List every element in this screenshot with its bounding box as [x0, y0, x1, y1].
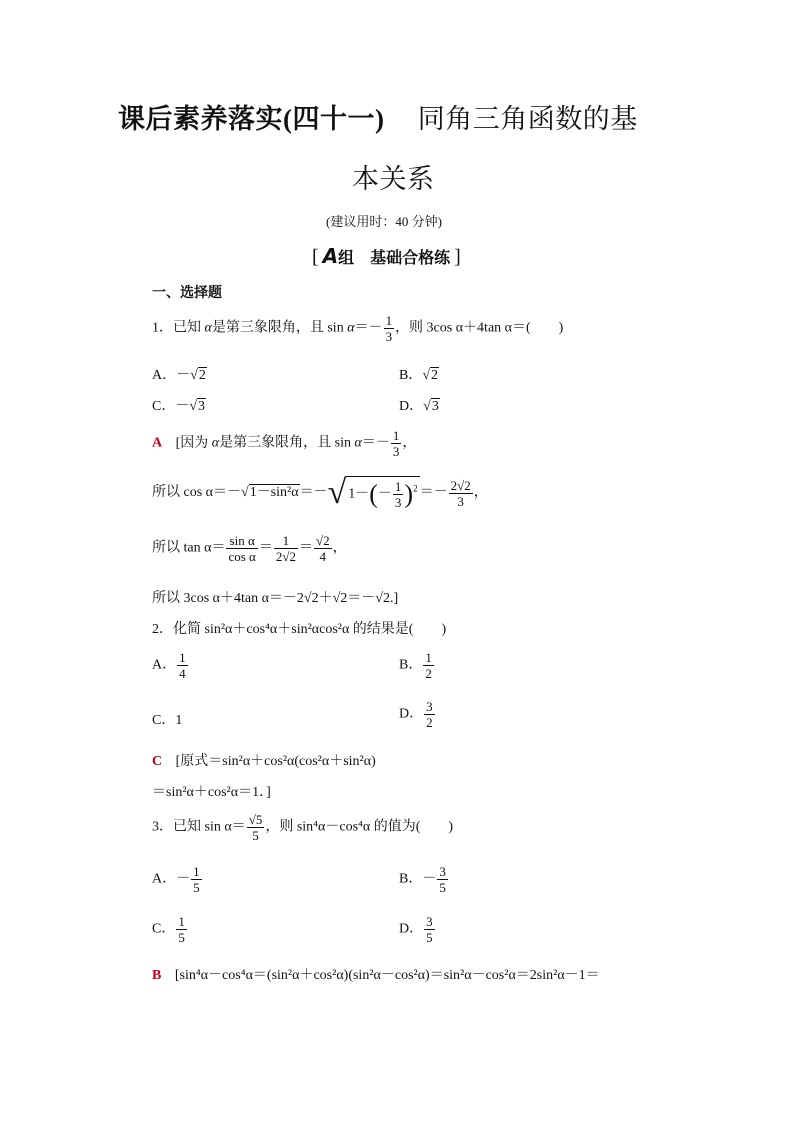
q1-sol1-b: 是第三象限角，且 sin: [219, 435, 351, 451]
q1-solution-line3: [152, 533, 347, 564]
sqrt-icon: √3: [423, 399, 439, 414]
title-part1: 课后素养落实(四十一): [118, 104, 385, 134]
group-header: [312, 244, 461, 269]
q2-b-num: 1: [425, 650, 432, 665]
q3-c-den: 5: [178, 930, 185, 945]
q1-option-d-label: D．: [399, 399, 424, 414]
q1-alpha: α: [204, 320, 212, 336]
q3-option-a-label: A．－: [152, 871, 191, 887]
q1-sol1-num: 1: [392, 428, 400, 443]
q2-option-d-label: D．: [399, 706, 424, 722]
q2-sol1: [原式＝sin²α＋cos²α(cos²α＋sin²α): [175, 754, 376, 769]
q3-c-num: 1: [178, 914, 185, 929]
section-heading: 一、选择题: [152, 286, 222, 301]
q1-option-d[interactable]: [399, 395, 440, 415]
q1-sol1-a: [因为: [175, 435, 209, 451]
q3-number: 3．: [152, 819, 173, 835]
q1-solution-line4: 所以 3cos α＋4tan α＝－2√2＋√2＝－√2.]: [152, 591, 399, 606]
q1-option-d-radicand: 3: [431, 399, 439, 414]
q1-solution-line1: [152, 428, 416, 459]
title-part2: 同角三角函数的基: [417, 104, 638, 134]
q3-option-d-frac: [424, 914, 435, 945]
q1-frac-num: 1: [385, 313, 393, 328]
q2-option-c[interactable]: C．1: [152, 713, 183, 728]
q1-sol2-end: ，: [473, 485, 488, 501]
bracket-open: [: [312, 246, 319, 268]
q1-sol3-frac3: [314, 533, 332, 564]
page-title-line1: [118, 97, 638, 136]
q2-text: 化简 sin²α＋cos⁴α＋sin²αcos²α 的结果是( ): [173, 622, 447, 637]
q1-sol1-end: ，: [402, 435, 417, 451]
q3-b-den: 5: [439, 880, 446, 895]
q1-sol2-num: 2√2: [450, 477, 471, 493]
q3-a-den: 5: [193, 880, 200, 895]
q1-sol1-alpha2: α: [354, 435, 362, 451]
q1-sol2-frac: [449, 478, 473, 509]
q1-sol3-eq2: ＝: [298, 540, 313, 556]
q1-sol3-den3: 4: [319, 549, 327, 564]
q1-frac-den: 3: [385, 329, 393, 344]
bracket-close: ]: [454, 246, 461, 268]
q3-option-c[interactable]: [152, 914, 188, 945]
q2-option-a-frac: [177, 650, 188, 681]
q2-option-a[interactable]: [152, 650, 189, 681]
q1-sol3-end: ，: [332, 540, 347, 556]
q1-option-a-label: A．－: [152, 368, 191, 383]
q3-d-num: 3: [426, 914, 433, 929]
q2-d-num: 3: [426, 699, 433, 714]
q2-option-a-label: A．: [152, 657, 177, 673]
q1-option-b-radicand: 2: [431, 368, 439, 383]
q1-number: 1．: [152, 320, 173, 336]
q1-sol1-c: ＝－: [361, 435, 390, 451]
sqrt-icon: √1－sin²α: [241, 485, 299, 501]
q3-option-b[interactable]: [399, 864, 449, 895]
q1-option-b-label: B．: [399, 368, 423, 383]
q1-option-c-radicand: 3: [198, 399, 206, 414]
q1-sol3-num2: 1: [274, 533, 298, 549]
q3-b-num: 3: [439, 864, 446, 879]
q1-sol3-frac2: [274, 533, 298, 564]
q2-option-b-label: B．: [399, 657, 423, 673]
q1-sol2-b: ＝－: [299, 485, 328, 501]
q3-den: 5: [252, 828, 259, 843]
q1-option-a-radicand: 2: [198, 368, 206, 383]
q2-option-d[interactable]: [399, 699, 436, 730]
q3-d-den: 5: [426, 930, 433, 945]
q3-post: ，则 sin⁴α－cos⁴α 的值为( ): [265, 819, 454, 835]
q2-option-d-frac: [424, 699, 435, 730]
q1-mid: 是第三象限角，且 sin: [211, 320, 344, 336]
q3-option-c-label: C．: [152, 921, 176, 937]
q1-pre: 已知: [173, 320, 201, 336]
q2-number: 2．: [152, 622, 173, 637]
q1-option-b[interactable]: [399, 364, 439, 384]
q2-solution-line2: ＝sin²α＋cos²α＝1．]: [152, 785, 271, 800]
q1-alpha2: α: [347, 320, 355, 336]
q1-answer: A: [152, 435, 163, 451]
q1-sol3-num1: sin α: [226, 533, 257, 549]
q3-option-d-label: D．: [399, 921, 424, 937]
q1-sol3-num3: √2: [315, 533, 330, 548]
q3-num: √5: [248, 812, 263, 827]
sqrt-icon: √2: [422, 368, 439, 383]
q1-sol2-inner-den: 3: [394, 495, 402, 510]
question-1: [152, 313, 563, 344]
q1-sol2-a: 所以 cos α＝－: [152, 485, 241, 501]
q2-solution-line1: [152, 750, 376, 770]
q1-option-c[interactable]: [152, 395, 206, 415]
q1-option-a[interactable]: [152, 364, 207, 384]
q3-pre: 已知 sin α＝: [173, 819, 246, 835]
q2-option-b-frac: [423, 650, 434, 681]
q1-option-c-label: C．－: [152, 399, 190, 414]
q1-sol2-inner-num: 1: [394, 479, 402, 494]
sqrt-icon: √2: [190, 368, 206, 383]
group-letter: A: [322, 244, 339, 268]
big-sqrt-icon: √ 1－(－ $\frac{1}{3}$ )$^2$: [327, 474, 418, 511]
page-title-line2: 本关系: [352, 164, 435, 194]
q1-sol2-d: ＝－: [419, 485, 448, 501]
q1-sol2-inner-frac: [393, 479, 404, 510]
sqrt-icon: √3: [189, 399, 206, 414]
q3-option-b-frac: [437, 864, 448, 895]
q2-answer: C: [152, 754, 163, 769]
q2-option-b[interactable]: [399, 650, 435, 681]
q3-answer: B: [152, 968, 162, 983]
q2-a-den: 4: [179, 666, 186, 681]
q1-sol2-radicand: 1－sin²α: [249, 485, 299, 501]
q1-sol3-den2: 2√2: [275, 549, 296, 564]
q1-sol3-a: 所以 tan α＝: [152, 540, 226, 556]
q1-sol1-den: 3: [392, 444, 400, 459]
suggested-time: (建议用时：40 分钟): [326, 214, 442, 229]
q1-sol3-den1: cos α: [228, 549, 256, 564]
q1-fraction: [384, 313, 395, 344]
q1-eq: ＝－: [354, 320, 383, 336]
q1-sol2-c: 1－: [348, 486, 370, 502]
q1-sol1-fraction: [391, 428, 402, 459]
q1-sol3-frac1: [226, 533, 257, 564]
q2-d-den: 2: [426, 715, 433, 730]
q3-option-c-frac: [176, 914, 187, 945]
q1-sol2-den: 3: [457, 493, 464, 509]
q3-option-a-frac: [191, 864, 202, 895]
q3-a-num: 1: [193, 864, 200, 879]
q1-solution-line2: [152, 474, 488, 512]
question-3: [152, 812, 453, 843]
question-2: [152, 618, 446, 638]
q3-solution-line1: [152, 964, 600, 984]
q2-b-den: 2: [425, 666, 432, 681]
q1-sol1-alpha: α: [211, 435, 220, 451]
q3-sol1: [sin⁴α－cos⁴α＝(sin²α＋cos²α)(sin²α－cos²α)＝sin²α－cos²α＝2sin²α－1＝: [174, 968, 600, 983]
group-label: 组 基础合格练: [338, 250, 451, 267]
q3-option-d[interactable]: [399, 914, 436, 945]
q3-frac: [247, 812, 265, 843]
q3-option-b-label: B．－: [399, 871, 437, 887]
q1-sol3-eq1: ＝: [258, 540, 273, 556]
q3-option-a[interactable]: [152, 864, 203, 895]
q2-a-num: 1: [179, 650, 186, 665]
q1-post: ，则 3cos α＋4tan α＝( ): [395, 320, 564, 336]
